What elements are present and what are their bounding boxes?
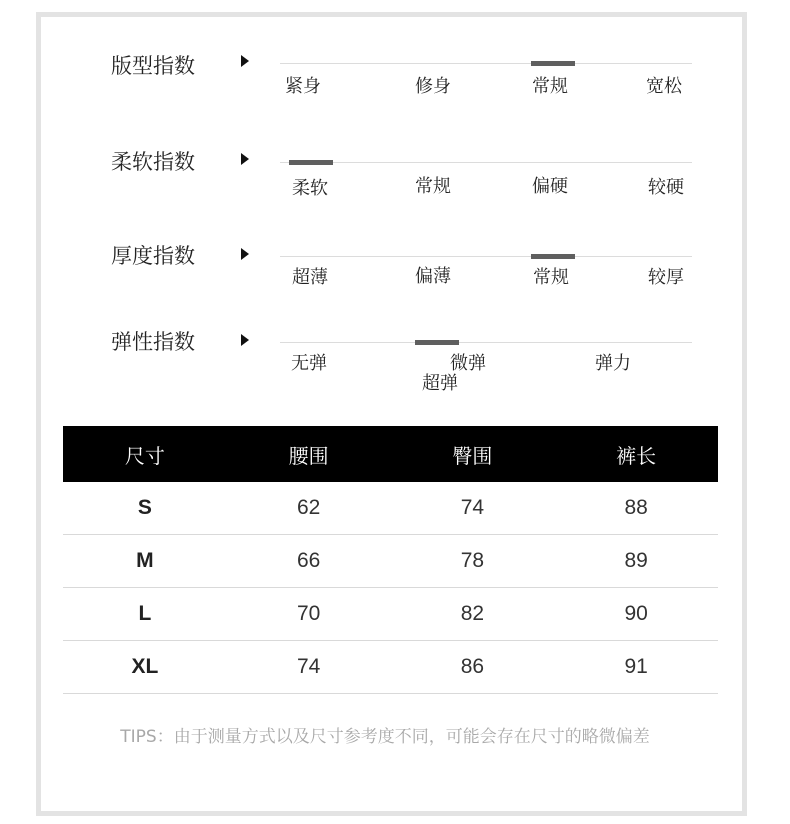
softness-index-option: 偏硬	[532, 176, 568, 197]
fit-index-option: 宽松	[646, 76, 682, 97]
length-cell: 91	[554, 641, 718, 694]
size-header: 尺寸	[63, 426, 227, 482]
table-row	[63, 588, 718, 641]
fit-index-option: 常规	[532, 76, 568, 97]
softness-index-arrow-icon	[241, 153, 249, 165]
waist-header: 腰围	[227, 426, 391, 482]
thickness-index-option: 偏薄	[415, 266, 451, 287]
elasticity-index-arrow-icon	[241, 334, 249, 346]
thickness-index-option: 较厚	[648, 267, 684, 288]
table-row	[63, 482, 718, 535]
thickness-index-title: 厚度指数	[111, 244, 195, 268]
size-cell: L	[63, 588, 227, 641]
table-row	[63, 535, 718, 588]
hip-header: 臀围	[391, 426, 555, 482]
elasticity-index-title: 弹性指数	[111, 330, 195, 354]
softness-index-option: 较硬	[648, 177, 684, 198]
thickness-index-option: 常规	[533, 267, 569, 288]
fit-index-arrow-icon	[241, 55, 249, 67]
length-header: 裤长	[554, 426, 718, 482]
hip-cell: 82	[391, 588, 555, 641]
size-cell: M	[63, 535, 227, 588]
waist-cell: 70	[227, 588, 391, 641]
softness-index-option: 常规	[415, 176, 451, 197]
elasticity-index-marker	[415, 340, 459, 345]
elasticity-index-option: 超弹	[422, 373, 458, 394]
size-table	[63, 426, 718, 694]
thickness-index-marker	[531, 254, 575, 259]
fit-index-marker	[531, 61, 575, 66]
tips-note: TIPS：由于测量方式以及尺寸参考度不同，可能会存在尺寸的略微偏差	[120, 727, 650, 747]
fit-index-title: 版型指数	[111, 54, 195, 78]
size-cell: S	[63, 482, 227, 535]
fit-index-option: 紧身	[285, 76, 321, 97]
page-frame	[36, 12, 747, 816]
elasticity-index-option: 无弹	[291, 353, 327, 374]
softness-index-scale-line	[280, 162, 692, 163]
softness-index-marker	[289, 160, 333, 165]
waist-cell: 74	[227, 641, 391, 694]
softness-index-option: 柔软	[292, 178, 328, 199]
fit-index-option: 修身	[415, 76, 451, 97]
elasticity-index-scale-line	[280, 342, 692, 343]
elasticity-index-option: 弹力	[595, 353, 631, 374]
softness-index-title: 柔软指数	[111, 150, 195, 174]
length-cell: 90	[554, 588, 718, 641]
thickness-index-arrow-icon	[241, 248, 249, 260]
hip-cell: 86	[391, 641, 555, 694]
size-table-header-row	[63, 426, 718, 482]
waist-cell: 62	[227, 482, 391, 535]
length-cell: 89	[554, 535, 718, 588]
table-row	[63, 641, 718, 694]
size-cell: XL	[63, 641, 227, 694]
fit-index-scale-line	[280, 63, 692, 64]
waist-cell: 66	[227, 535, 391, 588]
thickness-index-scale-line	[280, 256, 692, 257]
elasticity-index-option: 微弹	[450, 353, 486, 374]
length-cell: 88	[554, 482, 718, 535]
hip-cell: 74	[391, 482, 555, 535]
hip-cell: 78	[391, 535, 555, 588]
thickness-index-option: 超薄	[292, 267, 328, 288]
